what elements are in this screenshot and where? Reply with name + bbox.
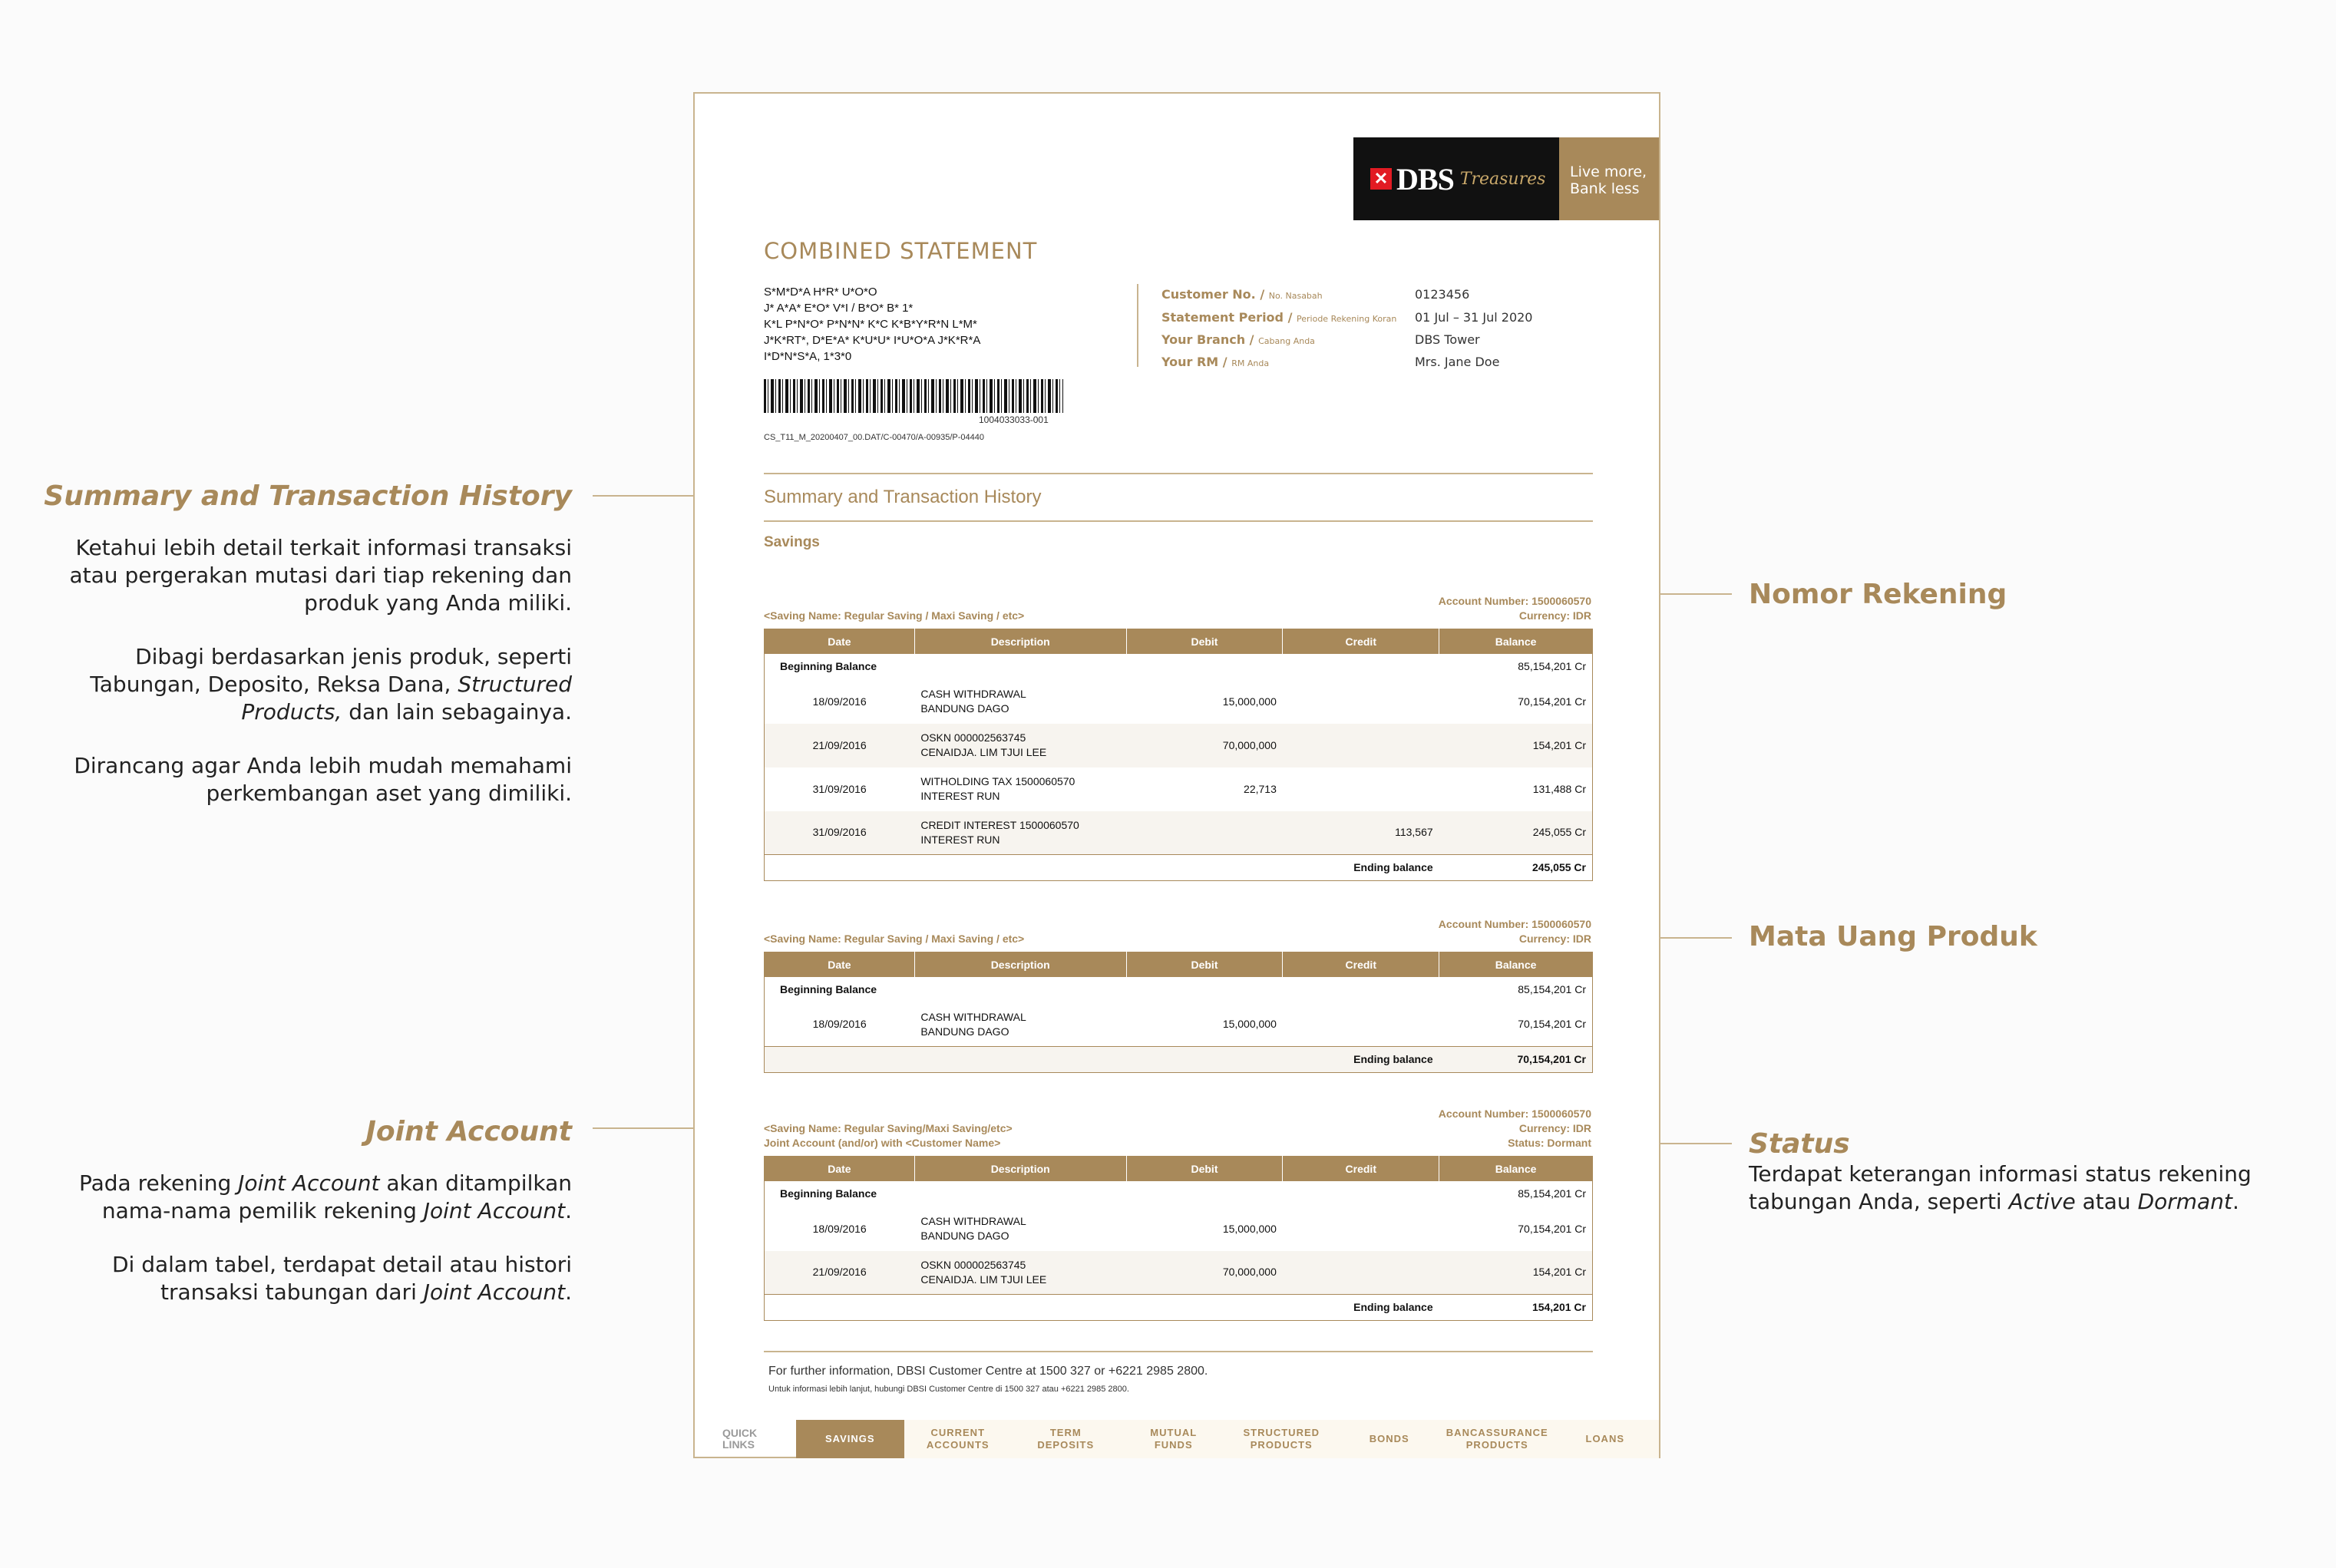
connector-summary <box>593 495 708 497</box>
logo-tagline: Live more, Bank less <box>1559 137 1659 220</box>
account-3-joint-line: Joint Account (and/or) with <Customer Name> <box>764 1137 1001 1149</box>
annotation-summary-body <box>42 534 572 834</box>
page-title: COMBINED STATEMENT <box>764 238 1038 264</box>
col-date: Date <box>765 629 915 654</box>
ending-balance-row: Ending balance 70,154,201 Cr <box>765 1047 1593 1073</box>
table-header <box>765 629 1593 654</box>
section-subtitle-savings: Savings <box>764 534 820 550</box>
info-value-customer-no: 0123456 <box>1415 287 1470 302</box>
table-header: Date Description Debit Credit Balance <box>765 1157 1593 1181</box>
account-2-currency: Currency: IDR <box>1518 933 1591 945</box>
info-label-branch: Your Branch / Cabang Anda <box>1161 332 1315 347</box>
info-label-rm: Your RM / RM Anda <box>1161 355 1270 369</box>
tab-mutual-funds[interactable]: MUTUAL FUNDS <box>1120 1420 1228 1458</box>
col-debit: Debit <box>1126 629 1283 654</box>
account-3-status: Status: Dormant <box>1508 1137 1591 1149</box>
annotation-summary-p3: Dirancang agar Anda lebih mudah memahami perkembangan aset yang dimiliki. <box>74 753 572 806</box>
account-1-meta <box>1439 594 1591 623</box>
info-label-statement-period: Statement Period / Periode Rekening Koran <box>1161 310 1397 325</box>
account-2-saving-name: <Saving Name: Regular Saving / Maxi Saving / etc> <box>764 933 1025 945</box>
quick-links-bar <box>695 1420 1659 1458</box>
footer-info: For further information, DBSI Customer Centre at 1500 327 or +6221 2985 2800. <box>768 1365 1208 1378</box>
annotation-joint-p2: Di dalam tabel, terdapat detail atau histori transaksi tabungan dari Joint Account. <box>111 1252 572 1305</box>
transaction-table-3 <box>764 1156 1593 1321</box>
col-balance: Balance <box>1439 629 1593 654</box>
footer-info-id: Untuk informasi lebih lanjut, hubungi DBSI Customer Centre di 1500 327 atau +6221 2985 2800. <box>768 1385 1129 1394</box>
annotation-nomor-title: Nomor Rekening <box>1749 579 2007 610</box>
annotation-status-title: Status <box>1749 1128 1850 1160</box>
dbs-x-icon: ✕ <box>1370 168 1392 190</box>
customer-address: S*M*D*A H*R* U*O*O J* A*A* E*O* V*I / B*O* B* 1* K*L P*N*O* P*N*N* K*C K*B*Y*R*N L*M* J*K*RT*, D*E*A* K*U*U* I*U*O*A J*K*R*A I*D*N*S*A, 1*3*0 <box>764 286 981 363</box>
logo-brand: DBS <box>1396 161 1454 196</box>
info-value-branch: DBS Tower <box>1415 332 1480 347</box>
table-row: 21/09/2016 OSKN 000002563745 CENAIDJA. LIM TJUI LEE 70,000,000 154,201 Cr <box>765 724 1593 767</box>
table-row: 18/09/2016 CASH WITHDRAWAL BANDUNG DAGO 15,000,000 70,154,201 Cr <box>812 1215 1586 1242</box>
beginning-balance-row: Beginning Balance 85,154,201 Cr <box>780 660 1586 672</box>
tab-term-deposits[interactable]: TERM DEPOSITS <box>1012 1420 1120 1458</box>
ending-balance-row: Ending balance 154,201 Cr <box>765 1295 1593 1321</box>
section-title: Summary and Transaction History <box>764 487 1042 507</box>
col-description: Description <box>914 629 1126 654</box>
transaction-table-2 <box>764 952 1593 1073</box>
account-3-saving-name: <Saving Name: Regular Saving/Maxi Saving/etc> Joint Account (and/or) with <Customer Name> <box>764 1122 1013 1149</box>
col-credit: Credit <box>1283 629 1439 654</box>
table-row: 31/09/2016 WITHOLDING TAX 1500060570 INTEREST RUN 22,713 131,488 Cr <box>812 775 1586 802</box>
beginning-balance-row: Beginning Balance 85,154,201 Cr <box>780 983 1586 995</box>
account-3-meta <box>1439 1107 1591 1150</box>
table-row: 31/09/2016 CREDIT INTEREST 1500060570 INTEREST RUN 113,567 245,055 Cr <box>765 811 1593 855</box>
tab-current-accounts[interactable]: CURRENT ACCOUNTS <box>904 1420 1013 1458</box>
account-2-meta <box>1439 917 1591 946</box>
account-2-number: Account Number: 1500060570 <box>1438 918 1591 930</box>
table-header: Date Description Debit Credit Balance <box>765 952 1593 977</box>
account-1-number: Account Number: 1500060570 <box>1438 595 1591 607</box>
account-1-saving-name: <Saving Name: Regular Saving / Maxi Saving / etc> <box>764 609 1025 622</box>
dbs-treasures-logo <box>1353 137 1559 220</box>
info-label-customer-no: Customer No. / No. Nasabah <box>1161 287 1323 302</box>
annotation-joint-body <box>42 1170 572 1332</box>
tab-loans[interactable]: LOANS <box>1551 1420 1660 1458</box>
quick-links-label: QUICK LINKS <box>722 1427 758 1451</box>
annotation-joint-title: Joint Account <box>365 1116 572 1147</box>
info-divider <box>1137 284 1138 367</box>
ending-balance-row: Ending balance 245,055 Cr <box>765 855 1593 881</box>
table-row: 18/09/2016 CASH WITHDRAWAL BANDUNG DAGO 15,000,000 70,154,201 Cr <box>812 1010 1586 1038</box>
statement-document <box>693 92 1660 1458</box>
account-3-currency: Currency: IDR <box>1518 1122 1591 1134</box>
tab-structured-products[interactable]: STRUCTURED PRODUCTS <box>1227 1420 1336 1458</box>
connector-joint <box>593 1127 708 1129</box>
tab-savings[interactable]: SAVINGS <box>796 1420 904 1458</box>
table-row: 18/09/2016 CASH WITHDRAWAL BANDUNG DAGO 15,000,000 70,154,201 Cr <box>812 688 1586 715</box>
beginning-balance-row: Beginning Balance 85,154,201 Cr <box>780 1187 1586 1200</box>
account-3-number: Account Number: 1500060570 <box>1438 1108 1591 1120</box>
transaction-table-1 <box>764 629 1593 881</box>
logo-script: Treasures <box>1459 169 1546 189</box>
annotation-summary-p2: Dibagi berdasarkan jenis produk, seperti Tabungan, Deposito, Reksa Dana, Structured Products, dan lain sebagainya. <box>90 644 572 725</box>
tab-bancassurance-products[interactable]: BANCASSURANCE PRODUCTS <box>1443 1420 1551 1458</box>
annotation-summary-p1: Ketahui lebih detail terkait informasi transaksi atau pergerakan mutasi dari tiap rekening dan produk yang Anda miliki. <box>69 535 572 616</box>
barcode-number: 1004033033-001 <box>979 414 1049 425</box>
annotation-status-body: Terdapat keterangan informasi status rekening tabungan Anda, seperti Active atau Dormant. <box>1749 1161 2252 1214</box>
annotation-joint-p1: Pada rekening Joint Account akan ditampilkan nama-nama pemilik rekening Joint Account. <box>79 1170 572 1223</box>
reference-code: CS_T11_M_20200407_00.DAT/C-00470/A-00935/P-04440 <box>764 433 985 442</box>
account-1-currency: Currency: IDR <box>1518 609 1591 622</box>
annotation-summary-title: Summary and Transaction History <box>44 480 572 512</box>
barcode-image <box>764 379 1063 413</box>
annotation-mata-uang-title: Mata Uang Produk <box>1749 921 2037 952</box>
info-value-statement-period: 01 Jul – 31 Jul 2020 <box>1415 310 1533 325</box>
info-value-rm: Mrs. Jane Doe <box>1415 355 1500 369</box>
table-row: 21/09/2016 OSKN 000002563745 CENAIDJA. LIM TJUI LEE 70,000,000 154,201 Cr <box>765 1251 1593 1295</box>
footer-divider <box>764 1351 1593 1352</box>
section-divider-top <box>764 473 1593 474</box>
tab-bonds[interactable]: BONDS <box>1336 1420 1444 1458</box>
section-divider-bottom <box>764 520 1593 522</box>
